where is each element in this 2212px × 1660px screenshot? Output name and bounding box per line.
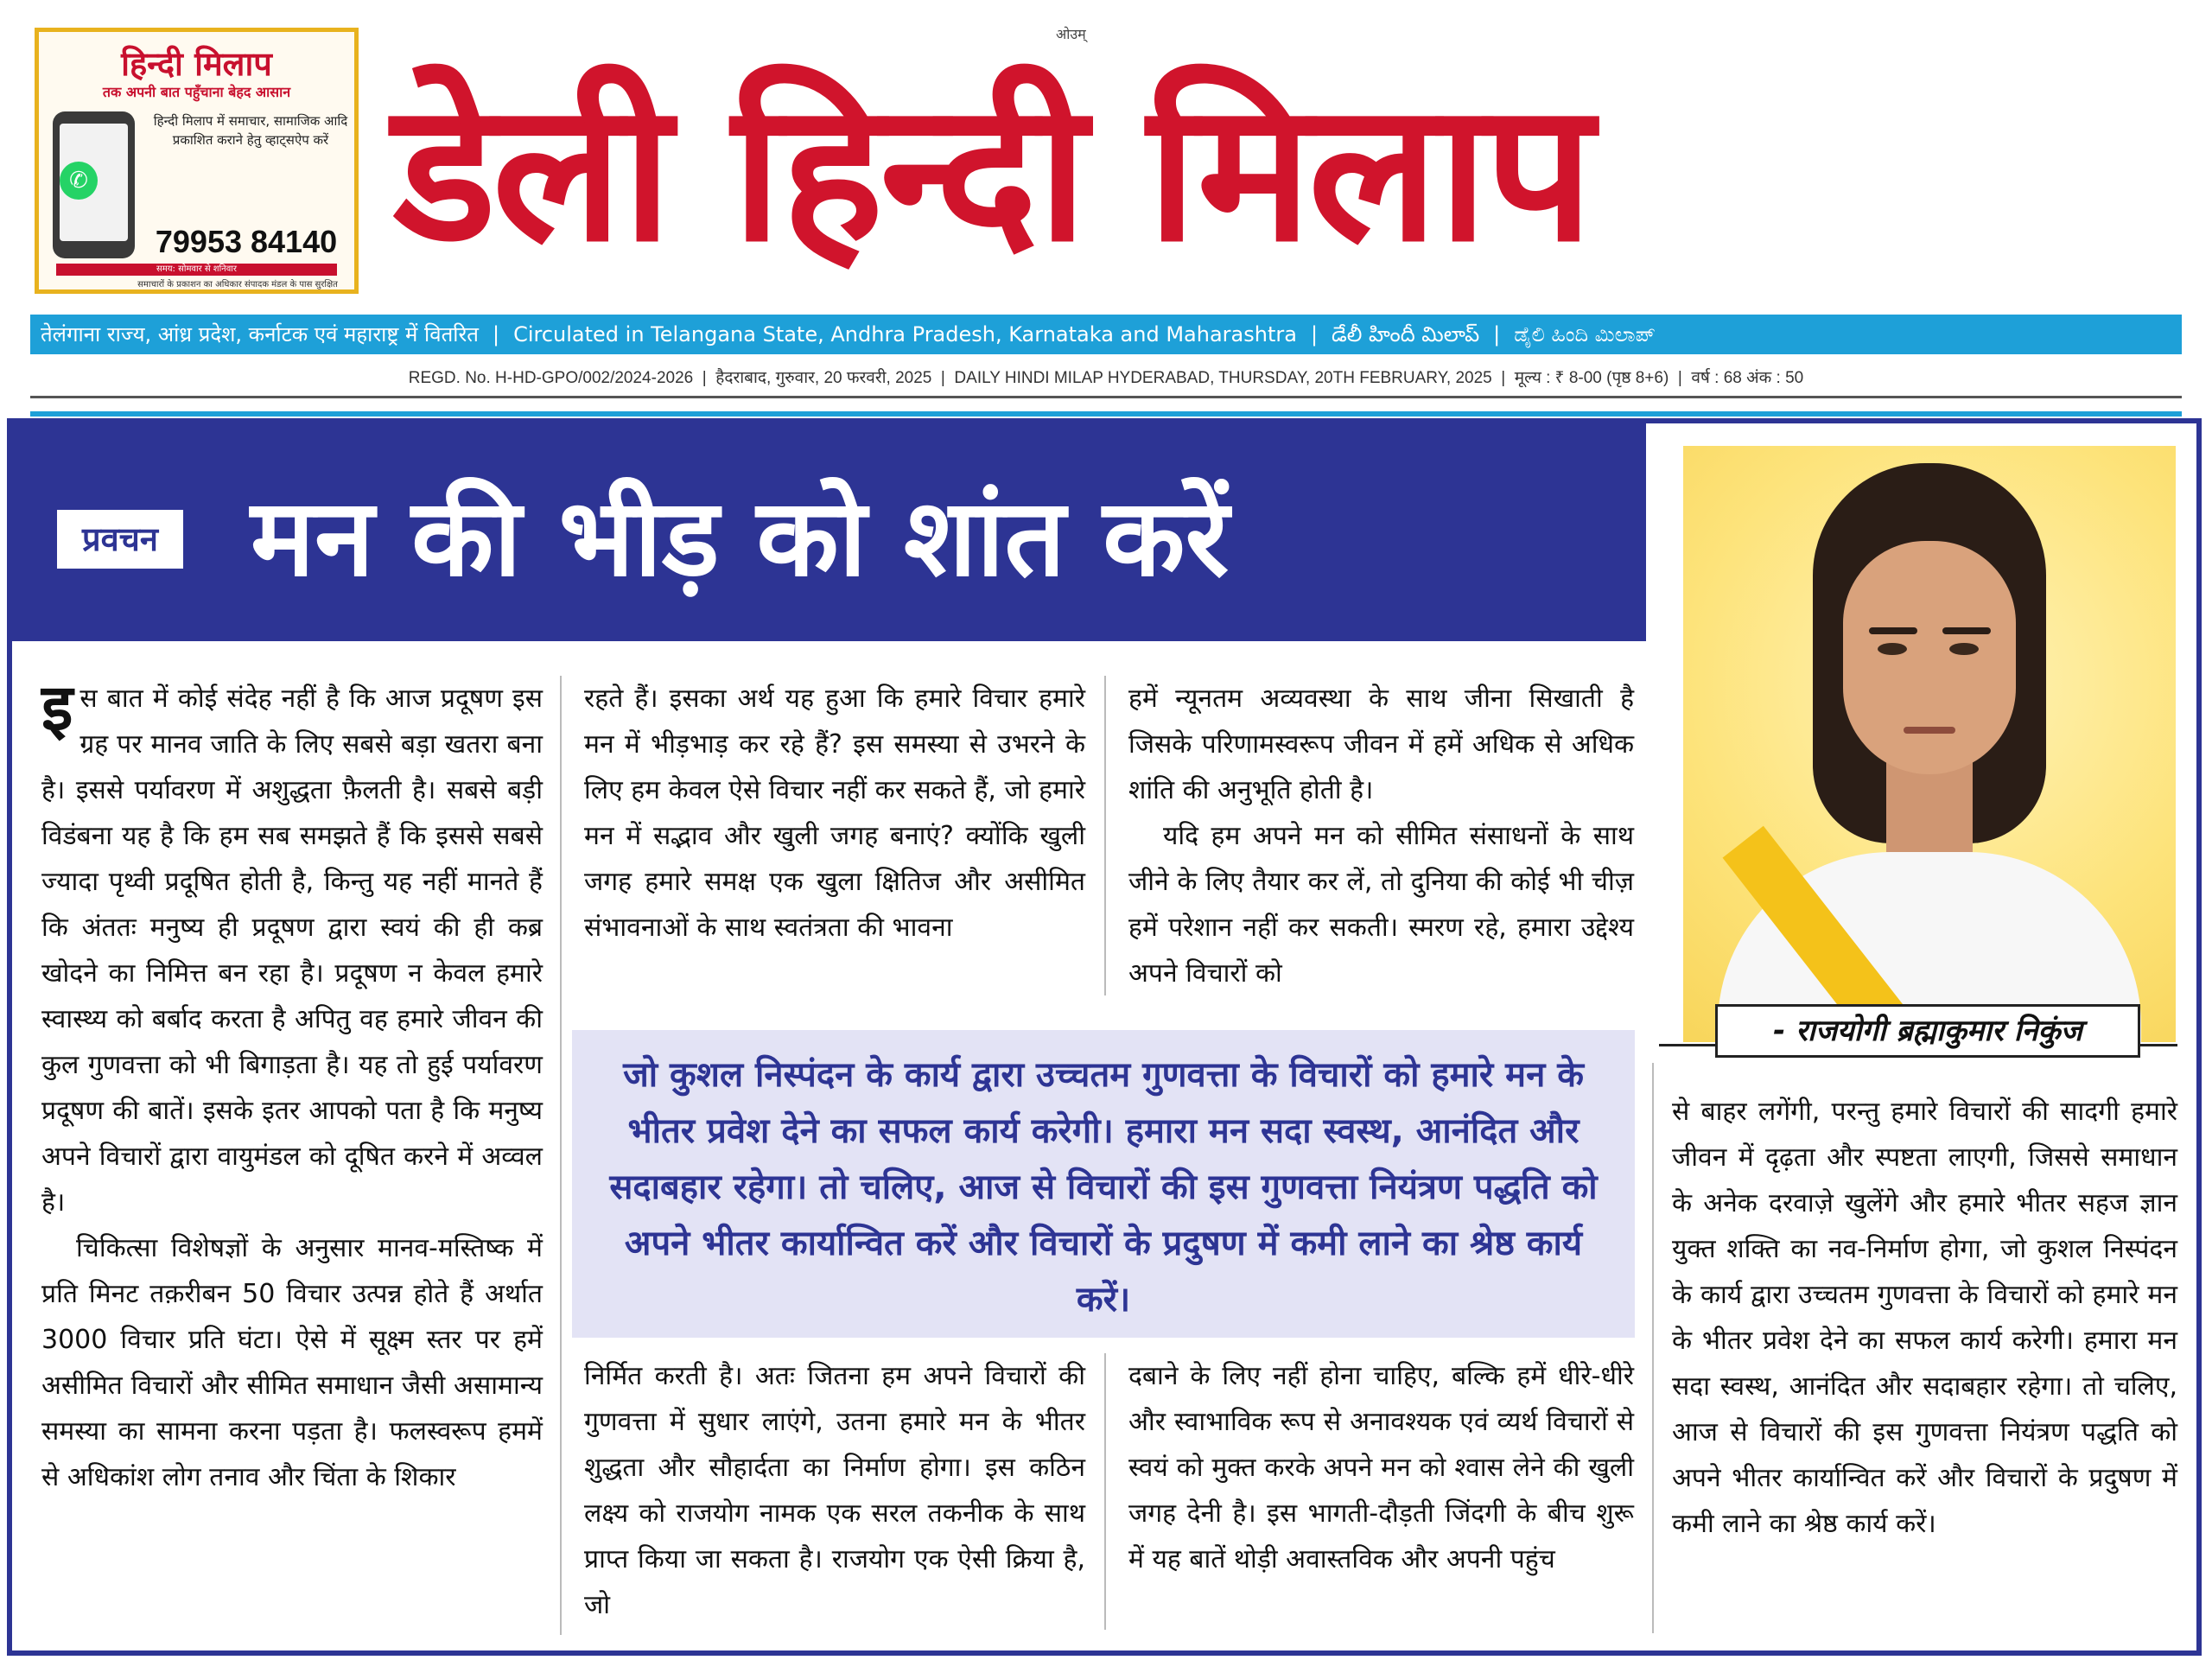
divider bbox=[30, 411, 2182, 417]
ad-timing: समय: सोमवार से शनिवार bbox=[56, 264, 337, 276]
article-column-3-bottom bbox=[1128, 1353, 1634, 1638]
ad-phone-number: 79953 84140 bbox=[155, 224, 338, 259]
col3-paragraph-2: यदि हम अपने मन को सीमित संसाधनों के साथ जीने के लिए तैयार कर लें, तो दुनिया की कोई भी चीज़ हमें परेशान नहीं कर सकती। स्मरण रहे, हमारा उद्देश्य अपने विचारों को bbox=[1128, 821, 1634, 989]
registration-number: REGD. No. H-HD-GPO/002/2024-2026 bbox=[408, 369, 694, 387]
article-column-3-top bbox=[1128, 676, 1634, 1004]
masthead-om-label: ओउम् bbox=[1056, 26, 1086, 42]
column-divider bbox=[1652, 1063, 1654, 1633]
ad-body: हिन्दी मिलाप में समाचार, सामाजिक आदि प्रकाशित कराने हेतु व्हाट्सऐप करें bbox=[153, 113, 348, 148]
col3-paragraph-1: हमें न्यूनतम अव्यवस्था के साथ जीना सिखाती है जिसके परिणामस्वरूप जीवन में हमें अधिक से अधिक शांति की अनुभूति होती है। bbox=[1128, 684, 1634, 805]
col2-paragraph-bottom: निर्मित करती है। अतः जितना हम अपने विचारों की गुणवत्ता में सुधार लाएंगे, उतना हमारे मन के भीतर शुद्धता और सौहार्दता का निर्माण होगा। इस कठिन लक्ष्य को राजयोग नामक एक सरल तकनीक के साथ प्राप्त किया जा सकता है। राजयोग एक ऐसी क्रिया है, जो bbox=[584, 1361, 1085, 1620]
column-divider bbox=[1104, 676, 1106, 995]
col1-paragraph-2: चिकित्सा विशेषज्ञों के अनुसार मानव-मस्तिष्क में प्रति मिनट तक़रीबन 50 विचार उत्पन्न होते हैं अर्थात 3000 विचार प्रति घंटा। ऐसे में सूक्ष्म स्तर पर हमें असीमित विचारों और सीमित समाधान जैसी असामान्य समस्या का सामना करना पड़ता है। फलस्वरूप हममें से अधिकांश लोग तनाव और चिंता के शिकार bbox=[41, 1233, 543, 1492]
circulation-hindi: तेलंगाना राज्य, आंध्र प्रदेश, कर्नाटक एवं महाराष्ट्र में वितरित bbox=[41, 322, 479, 347]
pull-quote bbox=[572, 1030, 1635, 1338]
volume-issue: वर्ष : 68 अंक : 50 bbox=[1691, 369, 1804, 387]
ad-note: समाचारों के प्रकाशन का अधिकार संपादक मंडल के पास सुरक्षित bbox=[137, 280, 338, 289]
title-kannada: ಡೈಲಿ ಹಿಂದಿ ಮಿಲಾಪ್ bbox=[1514, 322, 1656, 347]
edition-info-bar: REGD. No. H-HD-GPO/002/2024-2026 | हैदराबाद, गुरुवार, 20 फरवरी, 2025 | DAILY HINDI MILAP HYDERABAD, THURSDAY, 20TH FEBRUARY, 2025 | मूल्य : ₹ 8-00 (पृष्ठ 8+6) | वर्ष : 68 अंक : 50 bbox=[408, 369, 1804, 387]
article-column-2-top bbox=[584, 676, 1085, 1004]
newspaper-title: डेली हिन्दी मिलाप bbox=[393, 61, 1591, 284]
hindi-dateline: हैदराबाद, गुरुवार, 20 फरवरी, 2025 bbox=[715, 369, 932, 387]
article-column-4 bbox=[1672, 1089, 2177, 1642]
col4-paragraph: से बाहर लगेंगी, परन्तु हमारे विचारों की सादगी हमारे जीवन में दृढ़ता और स्पष्टता लाएगी, जिससे समाधान के अनेक दरवाज़े खुलेंगे और हमारे भीतर सहज ज्ञान युक्त शक्ति का नव-निर्माण होगा, जो कुशल निस्पंदन के कार्य द्वारा उच्चतम गुणवत्ता के विचारों को हमारे मन के भीतर प्रवेश देने का सफल कार्य करेगी। हमारा मन सदा स्वस्थ, आनंदित और सदाबहार रहेगा। तो चलिए, आज से विचारों की इस गुणवत्ता नियंत्रण पद्धति को अपने भीतर कार्यान्वित करें और विचारों के प्रदुषण में कमी लाने का श्रेष्ठ कार्य करें। bbox=[1672, 1097, 2177, 1539]
pull-quote-text: जो कुशल निस्पंदन के कार्य द्वारा उच्चतम गुणवत्ता के विचारों को हमारे मन के भीतर प्रवेश देने का सफल कार्य करेगी। हमारा मन सदा स्वस्थ, आनंदित और सदाबहार रहेगा। तो चलिए, आज से विचारों की इस गुणवत्ता नियंत्रण पद्धति को अपने भीतर कार्यान्वित करें और विचारों के प्रदुषण में कमी लाने का श्रेष्ठ कार्य करें। bbox=[609, 1055, 1598, 1320]
whatsapp-icon: ✆ bbox=[60, 162, 98, 200]
photo-caption: - राजयोगी ब्रह्माकुमार निकुंज bbox=[1715, 1004, 2140, 1058]
ad-title: हिन्दी मिलाप bbox=[121, 45, 272, 83]
column-divider bbox=[1104, 1353, 1106, 1630]
column-divider bbox=[560, 676, 562, 1635]
circulation-strip: तेलंगाना राज्य, आंध्र प्रदेश, कर्नाटक एवं महाराष्ट्र में वितरित | Circulated in Telangana State, Andhra Pradesh, Karnataka and Maharashtra | డేలీ హిందీ మిలాప్ | ಡೈಲಿ ಹಿಂದಿ ಮಿಲಾಪ್ bbox=[30, 315, 2182, 354]
headline: मन की भीड़ को शांत करें bbox=[251, 476, 1230, 601]
ad-tagline: तक अपनी बात पहुँचाना बेहद आसान bbox=[102, 84, 291, 100]
price: मूल्य : ₹ 8-00 (पृष्ठ 8+6) bbox=[1514, 369, 1669, 387]
whatsapp-ad-box bbox=[35, 28, 359, 294]
article-column-1 bbox=[41, 671, 543, 1635]
author-photo bbox=[1683, 446, 2176, 1042]
english-dateline: DAILY HINDI MILAP HYDERABAD, THURSDAY, 20TH FEBRUARY, 2025 bbox=[954, 369, 1492, 387]
article-column-2-bottom bbox=[584, 1353, 1085, 1638]
divider bbox=[30, 396, 2182, 398]
col2-paragraph-top: रहते हैं। इसका अर्थ यह हुआ कि हमारे विचार हमारे मन में भीड़भाड़ कर रहे हैं? इस समस्या से उभरने के लिए हम केवल ऐसे विचार नहीं कर सकते हैं, जो हमारे मन में सद्भाव और खुली जगह बनाएं? क्योंकि खुली जगह हमारे समक्ष एक खुला क्षितिज और असीमित संभावनाओं के साथ स्वतंत्रता की भावना bbox=[584, 684, 1085, 943]
drop-cap: इ bbox=[41, 671, 73, 745]
title-telugu: డేలీ హిందీ మిలాప్ bbox=[1332, 322, 1480, 347]
col3-paragraph-bottom: दबाने के लिए नहीं होना चाहिए, बल्कि हमें धीरे-धीरे और स्वाभाविक रूप से अनावश्यक एवं व्यर्थ विचारों से स्वयं को मुक्त करके अपने मन को श्वास लेने की खुली जगह देनी है। इस भागती-दौड़ती जिंदगी के बीच शुरू में यह बातें थोड़ी अवास्तविक और अपनी पहुंच bbox=[1128, 1361, 1634, 1574]
col1-paragraph-1: स बात में कोई संदेह नहीं है कि आज प्रदूषण इस ग्रह पर मानव जाति के लिए सबसे बड़ा खतरा बना है। इससे पर्यावरण में अशुद्धता फ़ैलती है। सबसे बड़ी विडंबना यह है कि हम सब समझते हैं कि इससे सबसे ज्यादा पृथ्वी प्रदूषित होती है, किन्तु यह नहीं मानते हैं कि अंततः मनुष्य ही प्रदूषण द्वारा स्वयं की ही कब्र खोदने का निमित्त बन रहा है। प्रदूषण न केवल हमारे स्वास्थ्य को बर्बाद करता है अपितु वह हमारे जीवन की कुल गुणवत्ता को भी बिगाड़ता है। यह तो हुई पर्यावरण प्रदूषण की बातें। इसके इतर आपको पता है कि मनुष्य अपने विचारों द्वारा वायुमंडल को दूषित करने में अव्वल है। bbox=[41, 684, 543, 1218]
section-tag: प्रवचन bbox=[57, 510, 183, 569]
circulation-english: Circulated in Telangana State, Andhra Pradesh, Karnataka and Maharashtra bbox=[513, 322, 1297, 347]
